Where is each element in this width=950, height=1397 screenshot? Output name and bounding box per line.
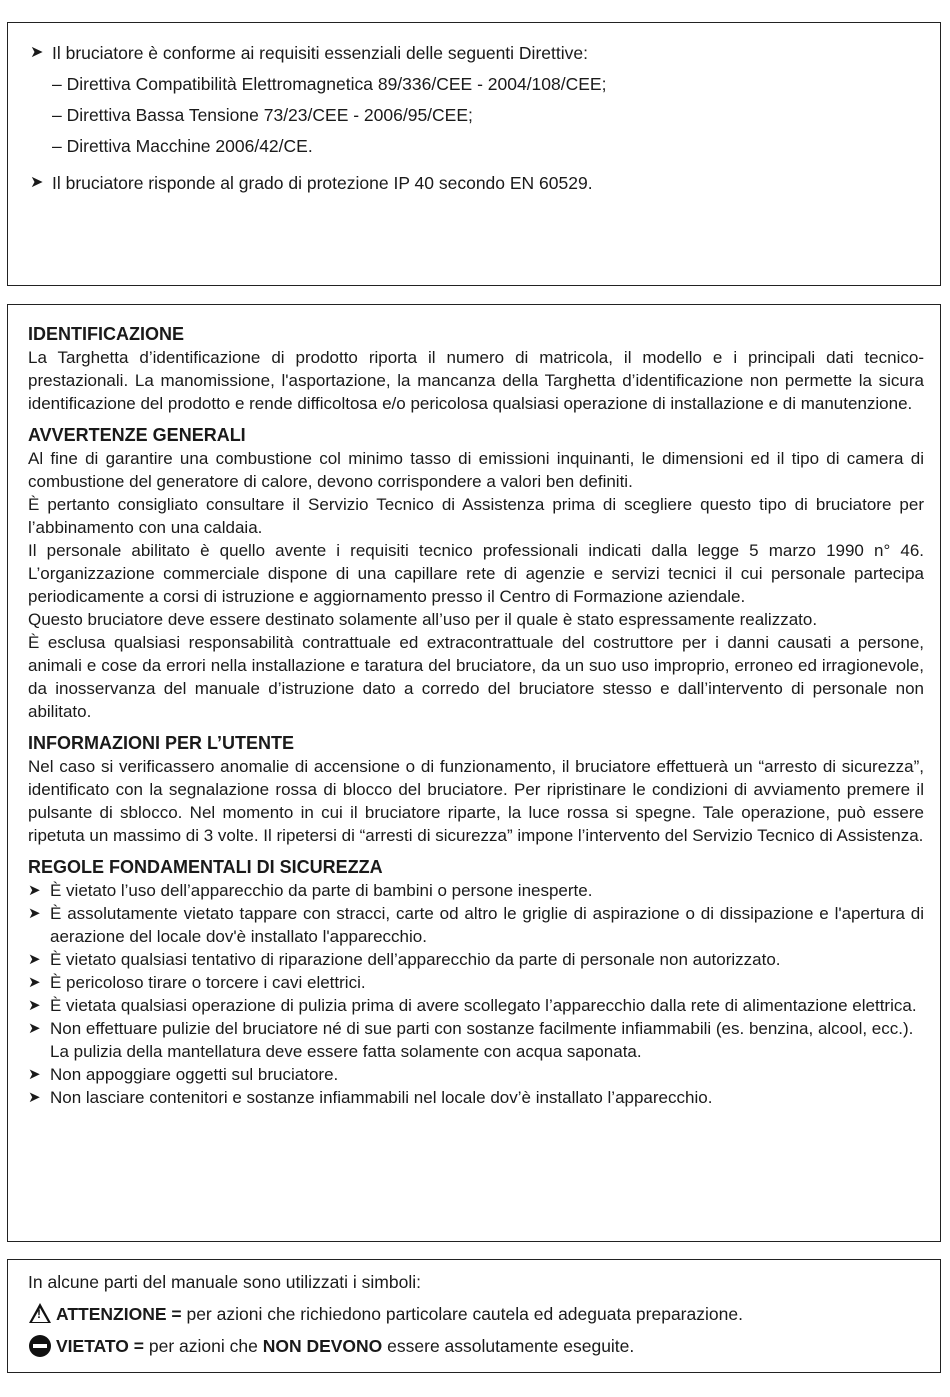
section-paragraph: È esclusa qualsiasi responsabilità contrattuale ed extracontrattuale del costruttore per i danni causati a persone, animali e cose da errori nella installazione e taratura del bruciatore, da un suo uso improprio, erroneo ed irragionevole, da inosservanza del manuale d’istruzione dato a corredo del bruciatore stesso e dall’intervento di personale non abilitato. xyxy=(28,633,924,721)
directives-box xyxy=(7,22,941,286)
arrow-bullet-icon: ➤ xyxy=(28,1066,41,1083)
section-title: IDENTIFICAZIONE xyxy=(28,324,184,344)
section-text: Nel caso si verificassero anomalie di accensione o di funzionamento, il bruciatore effettuerà un “arresto di sicurezza”, identificato con la segnalazione rossa di blocco del bruciatore. Per ripristinare le condizioni di avviamento premere il pulsante di sblocco. Nel momento in cui il bruciatore riparte, la luce rossa si spegne. Tale operazione, può essere ripetuta un massimo di 3 volte. Il ripetersi di “arresti di sicurezza” impone l’intervento del Servizio Tecnico di Assistenza. xyxy=(28,757,924,845)
symbol-attenzione-row xyxy=(28,1302,918,1326)
symbol-label: VIETATO = xyxy=(56,1336,145,1356)
symbols-box xyxy=(7,1259,941,1373)
section-paragraph: Al fine di garantire una combustione col minimo tasso di emissioni inquinanti, le dimensioni ed il tipo di camera di combustione del generatore di calore, devono corrispondere a valori ben definiti. xyxy=(28,449,924,491)
protection-line xyxy=(30,171,920,195)
section-title: INFORMAZIONI PER L’UTENTE xyxy=(28,733,295,753)
warning-triangle-icon: ! xyxy=(28,1302,56,1326)
section-paragraph: Questo bruciatore deve essere destinato solamente all’uso per il quale è stato espressamente realizzato. xyxy=(28,610,818,629)
directive-item: – Direttiva Bassa Tensione 73/23/CEE - 2006/95/CEE; xyxy=(52,105,473,125)
symbol-attenzione-text: ATTENZIONE = per azioni che richiedono particolare cautela ed adeguata preparazione. xyxy=(56,1304,743,1324)
directives-list xyxy=(30,41,920,195)
list-item: ➤ È assolutamente vietato tappare con stracci, carte od altro le griglie di aspirazione o di dissipazione e l'apertura di aerazione del locale dov'è installato l'apparecchio. xyxy=(28,904,924,946)
list-item: ➤ Non effettuare pulizie del bruciatore né di sue parti con sostanze facilmente infiammabili (es. benzina, alcool, ecc.). xyxy=(28,1019,914,1038)
list-item: ➤ È vietata qualsiasi operazione di pulizia prima di avere scollegato l’apparecchio dalla rete di alimentazione elettrica. xyxy=(28,996,917,1015)
section-text: La Targhetta d’identificazione di prodotto riporta il numero di matricola, il modello e i principali dati tecnico-prestazionali. La manomissione, l'asportazione, la mancanza della Targhetta d’identificazione non permette la sicura identificazione del prodotto e rende difficoltosa e/o pericolosa qualsiasi operazione di installazione e di manutenzione. xyxy=(28,348,924,413)
arrow-bullet-icon: ➤ xyxy=(30,44,44,61)
symbol-vietato-text: VIETATO = per azioni che NON DEVONO essere assolutamente eseguite. xyxy=(56,1336,635,1356)
directives-intro: Il bruciatore è conforme ai requisiti essenziali delle seguenti Direttive: xyxy=(52,43,588,63)
section-avvertenze xyxy=(28,424,924,723)
arrow-bullet-icon: ➤ xyxy=(28,951,41,968)
directive-item: – Direttiva Macchine 2006/42/CE. xyxy=(52,136,313,156)
safety-rules-list xyxy=(28,879,924,1109)
section-title: REGOLE FONDAMENTALI DI SICUREZZA xyxy=(28,857,383,877)
directive-item: – Direttiva Compatibilità Elettromagnetica 89/336/CEE - 2004/108/CEE; xyxy=(52,74,607,94)
arrow-bullet-icon: ➤ xyxy=(28,974,41,991)
list-item: ➤ È vietato l’uso dell’apparecchio da parte di bambini o persone inesperte. xyxy=(28,881,593,900)
section-title: AVVERTENZE GENERALI xyxy=(28,425,246,445)
list-item: ➤ Non appoggiare oggetti sul bruciatore. xyxy=(28,1065,339,1084)
symbol-vietato-row xyxy=(28,1334,918,1358)
list-item: ➤ È vietato qualsiasi tentativo di riparazione dell’apparecchio da parte di personale non autorizzato. xyxy=(28,950,781,969)
arrow-bullet-icon: ➤ xyxy=(28,882,41,899)
section-paragraph: È pertanto consigliato consultare il Servizio Tecnico di Assistenza prima di scegliere questo tipo di bruciatore per l’abbinamento con una caldaia. xyxy=(28,495,924,537)
symbol-label: ATTENZIONE = xyxy=(56,1304,182,1324)
arrow-bullet-icon: ➤ xyxy=(28,1089,41,1106)
section-regole xyxy=(28,856,924,1109)
section-informazioni xyxy=(28,732,924,847)
protection-text: Il bruciatore risponde al grado di protezione IP 40 secondo EN 60529. xyxy=(52,173,593,193)
section-identificazione xyxy=(28,323,924,415)
main-info-box xyxy=(7,304,941,1242)
symbols-intro: In alcune parti del manuale sono utilizzati i simboli: xyxy=(28,1272,421,1292)
arrow-bullet-icon: ➤ xyxy=(28,997,41,1014)
list-item: ➤ È pericoloso tirare o torcere i cavi elettrici. xyxy=(28,973,366,992)
section-paragraph: Il personale abilitato è quello avente i requisiti tecnico professionali indicati dalla legge 5 marzo 1990 n° 46. L’organizzazione commerciale dispone di una capillare rete di agenzie e servizi tecnici il cui personale partecipa periodicamente a corsi di istruzione e aggiornamento presso il Centro di Formazione aziendale. xyxy=(28,541,924,606)
no-entry-icon xyxy=(28,1334,56,1358)
arrow-bullet-icon: ➤ xyxy=(28,1020,41,1037)
arrow-bullet-icon: ➤ xyxy=(28,905,41,922)
list-item: ➤ Non lasciare contenitori e sostanze infiammabili nel locale dov’è installato l’apparecchio. xyxy=(28,1088,713,1107)
list-item-continuation: La pulizia della mantellatura deve essere fatta solamente con acqua saponata. xyxy=(50,1042,642,1061)
arrow-bullet-icon: ➤ xyxy=(30,174,44,191)
directives-intro-line xyxy=(30,41,920,65)
